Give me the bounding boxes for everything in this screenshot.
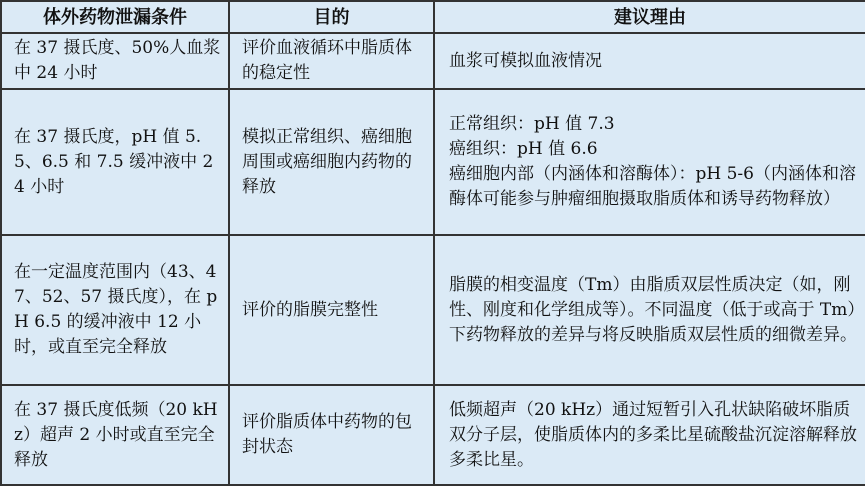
condition-cell: 在 37 摄氏度、50%人血浆中 24 小时 — [1, 33, 229, 89]
purpose-cell: 评价血液循环中脂质体的稳定性 — [229, 33, 434, 89]
header-reason: 建议理由 — [434, 1, 865, 33]
table-row — [1, 89, 865, 235]
reason-cell: 血浆可模拟血液情况 — [434, 33, 865, 89]
header-purpose: 目的 — [229, 1, 434, 33]
table-row — [1, 235, 865, 385]
purpose-cell: 评价脂质体中药物的包封状态 — [229, 385, 434, 485]
header-row — [1, 1, 865, 33]
condition-cell: 在一定温度范围内（43、47、52、57 摄氏度），在 pH 6.5 的缓冲液中 12 小时，或直至完全释放 — [1, 235, 229, 385]
reason-cell: 低频超声（20 kHz）通过短暂引入孔状缺陷破坏脂质双分子层，使脂质体内的多柔比星硫酸盐沉淀溶解释放多柔比星。 — [434, 385, 865, 485]
purpose-cell: 评价的脂膜完整性 — [229, 235, 434, 385]
reason-cell: 脂膜的相变温度（Tm）由脂质双层性质决定（如，刚性、刚度和化学组成等）。不同温度（低于或高于 Tm）下药物释放的差异与将反映脂质双层性质的细微差异。 — [434, 235, 865, 385]
condition-cell: 在 37 摄氏度，pH 值 5.5、6.5 和 7.5 缓冲液中 24 小时 — [1, 89, 229, 235]
reason-cell — [434, 89, 865, 235]
purpose-cell: 模拟正常组织、癌细胞周围或癌细胞内药物的释放 — [229, 89, 434, 235]
condition-cell: 在 37 摄氏度低频（20 kHz）超声 2 小时或直至完全释放 — [1, 385, 229, 485]
reason-line: 正常组织：pH 值 7.3 — [449, 114, 615, 134]
reason-line: 癌组织：pH 值 6.6 — [449, 139, 598, 159]
reason-line: 癌细胞内部（内涵体和溶酶体）：pH 5-6（内涵体和溶酶体可能参与肿瘤细胞摄取脂质体和诱导药物释放） — [449, 164, 856, 209]
header-condition: 体外药物泄漏条件 — [1, 1, 229, 33]
table-row — [1, 33, 865, 89]
table-row — [1, 385, 865, 485]
